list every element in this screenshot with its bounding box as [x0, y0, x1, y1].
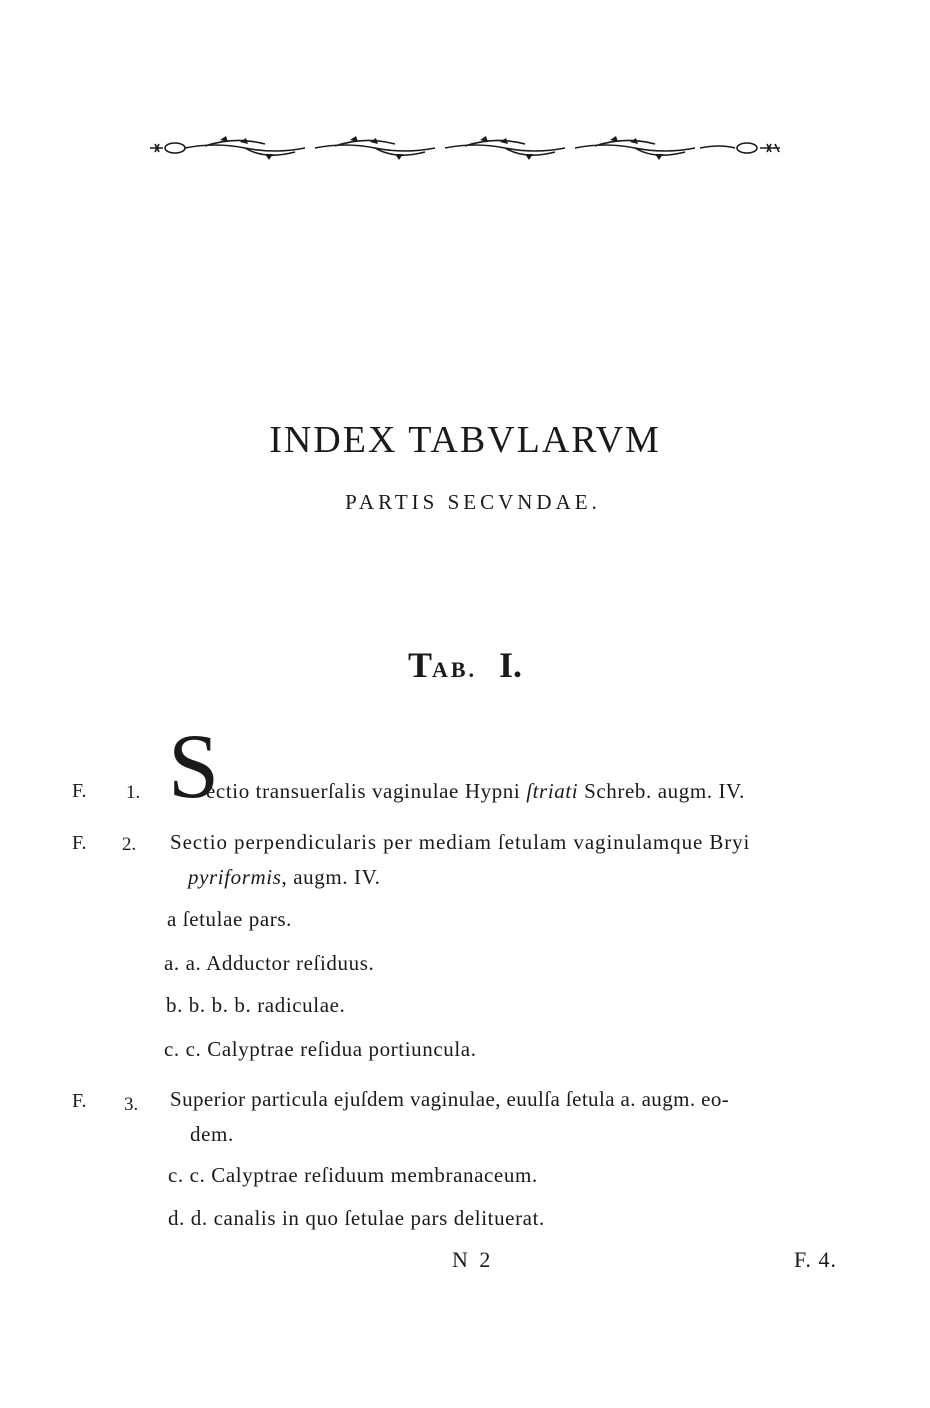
list-item: a ſetulae pars. [167, 907, 293, 931]
figure-label: F. [72, 780, 87, 802]
figure-text: Schreb. augm. IV. [578, 779, 745, 803]
tab-word-rest: AB. [431, 657, 478, 682]
page-subtitle: PARTIS SECVNDAE. [345, 490, 601, 514]
list-item: c. c. Calyptrae reſidua portiuncula. [164, 1037, 477, 1061]
figure-description [206, 781, 745, 802]
page-title: INDEX TABVLARVM [269, 419, 661, 461]
figure-label: F. [72, 1090, 87, 1112]
list-item: c. c. Calyptrae reſiduum membranaceum. [168, 1163, 538, 1187]
species-name: ſtriati [526, 779, 579, 803]
catchword: F. 4. [794, 1247, 837, 1272]
figure-description: Sectio perpendicularis per mediam ſetulam vaginulamque Bryi [170, 830, 751, 854]
figure-description: Superior particula ejuſdem vaginulae, euulſa ſetula a. augm. eo- [170, 1087, 730, 1111]
species-name: pyriformis [188, 865, 282, 889]
list-item: a. a. Adductor reſiduus. [164, 951, 375, 975]
figure-description-cont: dem. [190, 1122, 234, 1146]
tab-word-initial: T [407, 645, 432, 685]
figure-number: 1. [126, 782, 141, 803]
drop-cap: S [168, 715, 220, 817]
figure-number: 2. [122, 834, 137, 855]
figure-number: 3. [124, 1094, 139, 1115]
figure-label: F. [72, 832, 87, 854]
signature-mark: N 2 [452, 1247, 494, 1272]
list-item: b. b. b. b. radiculae. [166, 993, 346, 1017]
figure-text: , augm. IV. [281, 865, 381, 889]
figure-description-cont [188, 867, 380, 888]
tab-number: I. [499, 645, 523, 685]
figure-text: ectio transuerſalis vaginulae Hypni [206, 779, 527, 803]
list-item: d. d. canalis in quo ſetulae pars delituerat. [168, 1206, 545, 1230]
